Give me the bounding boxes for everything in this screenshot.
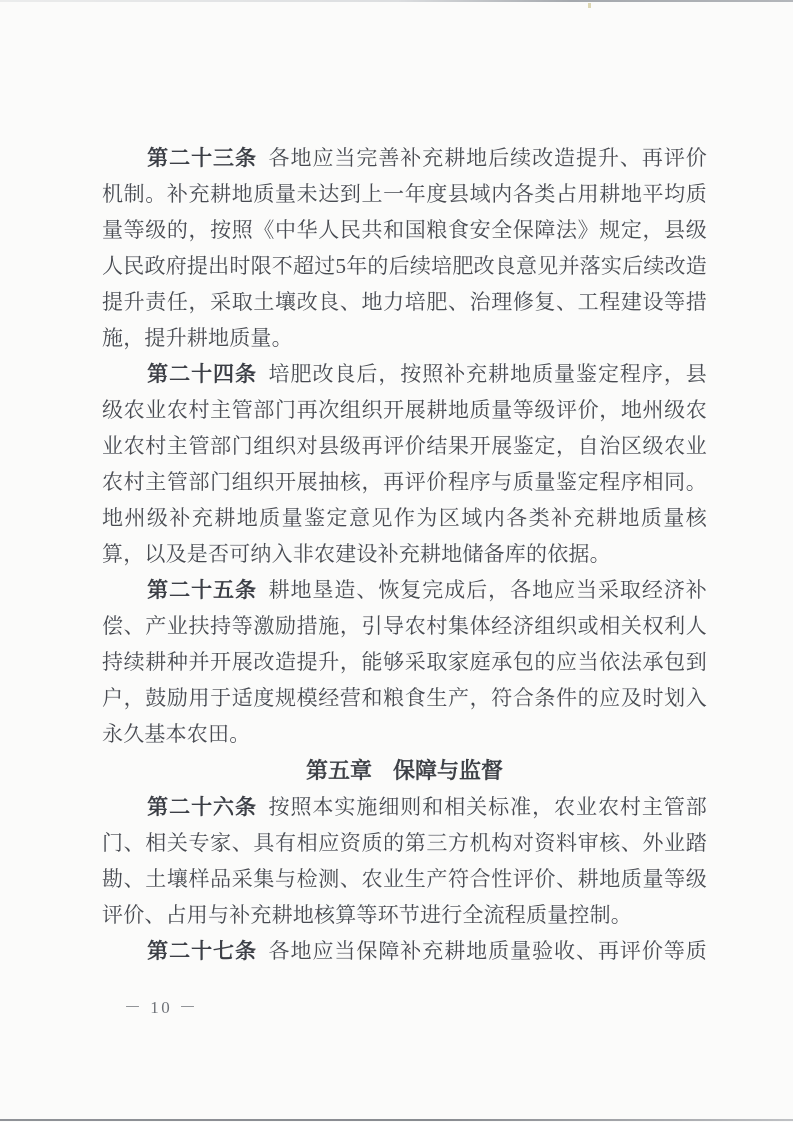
article-25-number: 第二十五条 <box>147 578 257 602</box>
article-26-text: 按照本实施细则和相关标准，农业农村主管部门、相关专家、具有相应资质的第三方机构对资料审核、外业踏勘、土壤样品采集与检测、农业生产符合性评价、耕地质量等级评价、占用与补充耕地核算等环节进行全流程质量控制。 <box>102 795 708 927</box>
article-23-number: 第二十三条 <box>147 146 257 170</box>
article-23-paragraph <box>102 140 707 356</box>
page-number: － 10 － <box>124 998 199 1017</box>
article-26-paragraph <box>102 789 707 933</box>
chapter-heading <box>102 752 707 789</box>
scan-artifact-speck <box>588 3 591 8</box>
chapter-number: 第五章 <box>306 758 373 783</box>
article-27-text: 各地应当保障补充耕地质量验收、再评价等质 <box>268 939 708 963</box>
article-26-number: 第二十六条 <box>147 795 257 819</box>
article-24-text: 培肥改良后，按照补充耕地质量鉴定程序，县级农业农村主管部门再次组织开展耕地质量等级评价，地州级农业农村主管部门组织对县级再评价结果开展鉴定，自治区级农业农村主管部门组织开展抽核，再评价程序与质量鉴定程序相同。地州级补充耕地质量鉴定意见作为区域内各类补充耕地质量核算，以及是否可纳入非农建设补充耕地储备库的依据。 <box>102 362 708 566</box>
scan-edge-top-line <box>0 0 793 2</box>
article-23-text: 各地应当完善补充耕地后续改造提升、再评价机制。补充耕地质量未达到上一年度县域内各类占用耕地平均质量等级的，按照《中华人民共和国粮食安全保障法》规定，县级人民政府提出时限不超过5年的后续培肥改良意见并落实后续改造提升责任，采取土壤改良、地力培肥、治理修复、工程建设等措施，提升耕地质量。 <box>102 146 708 350</box>
chapter-title: 保障与监督 <box>392 758 503 783</box>
article-27-paragraph <box>102 933 707 969</box>
article-24-number: 第二十四条 <box>147 362 257 386</box>
article-27-number: 第二十七条 <box>147 939 257 963</box>
article-25-text: 耕地垦造、恢复完成后，各地应当采取经济补偿、产业扶持等激励措施，引导农村集体经济组织或相关权利人持续耕种并开展改造提升，能够采取家庭承包的应当依法承包到户，鼓励用于适度规模经营和粮食生产，符合条件的应及时划入永久基本农田。 <box>102 578 708 746</box>
scan-edge-bottom-line <box>0 1119 793 1121</box>
article-24-paragraph <box>102 356 707 572</box>
document-body <box>102 140 707 969</box>
article-25-paragraph <box>102 572 707 752</box>
